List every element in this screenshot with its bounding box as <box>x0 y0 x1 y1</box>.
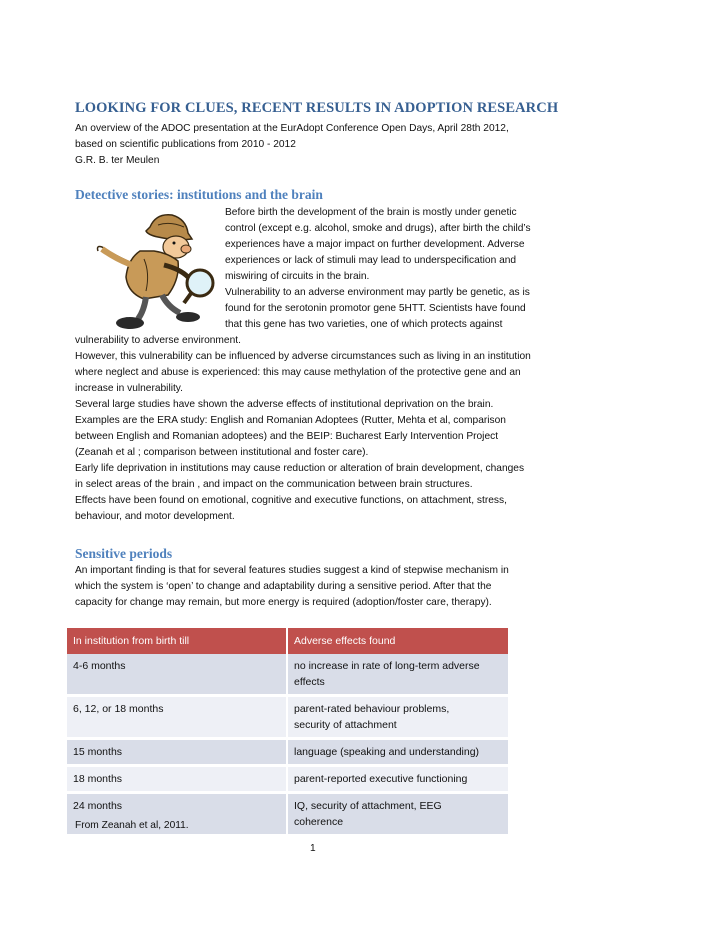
sensitive-line-2: which the system is ‘open’ to change and adaptability during a sensitive period. After that the <box>75 581 492 592</box>
intro-line-1: An overview of the ADOC presentation at the EurAdopt Conference Open Days, April 28th 2012, <box>75 123 509 134</box>
table-cell <box>67 739 287 766</box>
table-row <box>67 654 509 696</box>
cell-text: security of attachment <box>294 719 397 731</box>
cell-text: 24 months <box>73 800 123 812</box>
body-line-6: Examples are the ERA study: English and Romanian Adoptees (Rutter, Mehta et al, comparison <box>75 415 506 426</box>
table-header-cell: In institution from birth till <box>67 628 287 654</box>
author-line: G.R. B. ter Meulen <box>75 155 160 166</box>
table-cell <box>287 654 509 696</box>
table-cell <box>67 654 287 696</box>
table-row <box>67 739 509 766</box>
body-line-11: Effects have been found on emotional, cognitive and executive functions, on attachment, stress, <box>75 495 507 506</box>
cell-text: parent-reported executive functioning <box>294 773 468 785</box>
wrapped-line-5: miswiring of circuits in the brain. <box>225 271 370 282</box>
body-line-5: Several large studies have shown the adverse effects of institutional deprivation on the brain. <box>75 399 494 410</box>
wrapped-line-2: control (except e.g. alcohol, smoke and drugs), after birth the child’s <box>225 223 531 234</box>
sensitive-line-1: An important finding is that for several features studies suggest a kind of stepwise mechanism in <box>75 565 509 576</box>
cell-text: parent-rated behaviour problems, <box>294 703 450 715</box>
wrapped-line-4: experiences or lack of stimuli may lead to underspecification and <box>225 255 517 266</box>
wrapped-line-8: that this gene has two varieties, one of which protects against <box>225 319 503 330</box>
cell-text: language (speaking and understanding) <box>294 746 480 758</box>
body-line-9: Early life deprivation in institutions may cause reduction or alteration of brain development, changes <box>75 463 525 474</box>
body-line-12: behaviour, and motor development. <box>75 511 235 522</box>
detective-icon <box>88 207 224 335</box>
table-header-row <box>67 628 509 654</box>
table-header-cell: Adverse effects found <box>287 628 509 654</box>
body-line-2: However, this vulnerability can be influenced by adverse circumstances such as living in an institution <box>75 351 531 362</box>
table-cell <box>287 766 509 793</box>
cell-text: effects <box>294 676 325 688</box>
effects-table <box>67 628 510 837</box>
body-line-10: in select areas of the brain , and impact on the communication between brain structures. <box>75 479 473 490</box>
body-line-3: where neglect and abuse is experienced: this may cause methylation of the protective gene and an <box>75 367 521 378</box>
table-cell <box>287 739 509 766</box>
table-cell <box>287 696 509 739</box>
body-line-7: between English and Romanian adoptees) and the BEIP: Bucharest Early Intervention Project <box>75 431 499 442</box>
page-number: 1 <box>310 843 316 854</box>
cell-text: 15 months <box>73 746 123 758</box>
section-heading-detective: Detective stories: institutions and the brain <box>75 187 323 202</box>
body-line-1: vulnerability to adverse environment. <box>75 335 241 346</box>
intro-line-2: based on scientific publications from 2010 - 2012 <box>75 139 296 150</box>
document-title: LOOKING FOR CLUES, RECENT RESULTS IN ADOPTION RESEARCH <box>75 100 559 116</box>
cell-text: 4-6 months <box>73 660 126 672</box>
table-row <box>67 696 509 739</box>
section-heading-sensitive: Sensitive periods <box>75 546 173 561</box>
cell-text: no increase in rate of long-term adverse <box>294 660 480 672</box>
table-source: From Zeanah et al, 2011. <box>75 820 189 831</box>
cell-text: 18 months <box>73 773 123 785</box>
wrapped-line-6: Vulnerability to an adverse environment may partly be genetic, as is <box>225 287 530 298</box>
cell-text: IQ, security of attachment, EEG <box>294 800 442 812</box>
table-cell <box>287 793 509 836</box>
wrapped-line-7: found for the serotonin promotor gene 5HTT. Scientists have found <box>225 303 526 314</box>
cell-text: 6, 12, or 18 months <box>73 703 164 715</box>
wrapped-line-3: experiences have a major impact on further development. Adverse <box>225 239 525 250</box>
table-cell <box>67 696 287 739</box>
body-line-8: (Zeanah et al ; comparison between institutional and foster care). <box>75 447 369 458</box>
sensitive-line-3: capacity for change may remain, but more energy is required (adoption/foster care, therapy). <box>75 597 492 608</box>
table-cell <box>67 766 287 793</box>
wrapped-line-1: Before birth the development of the brain is mostly under genetic <box>225 207 517 218</box>
table-row <box>67 766 509 793</box>
cell-text: coherence <box>294 816 344 828</box>
body-line-4: increase in vulnerability. <box>75 383 183 394</box>
